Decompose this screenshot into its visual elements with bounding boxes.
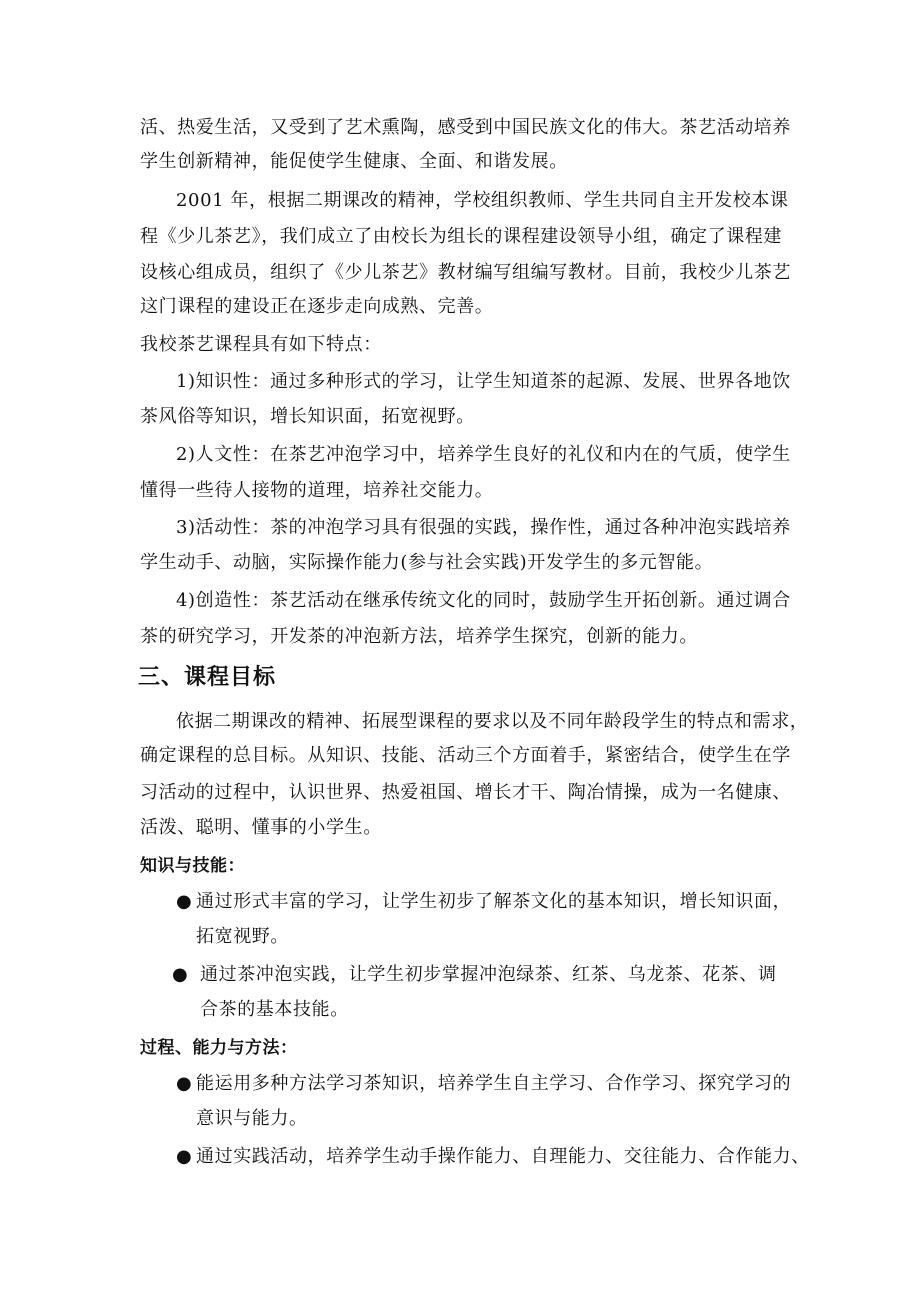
text-line: 能运用多种方法学习茶知识，培养学生自主学习、合作学习、探究学习的 [196, 1073, 792, 1094]
text-line: 活、热爱生活，又受到了艺术熏陶，感受到中国民族文化的伟大。茶艺活动培养 [140, 117, 791, 138]
features-intro: 我校茶艺课程具有如下特点： [140, 334, 382, 355]
text-line: 茶风俗等知识，增长知识面，拓宽视野。 [140, 406, 475, 427]
text-line: 程《少儿茶艺》，我们成立了由校长为组长的课程建设领导小组，确定了课程建 [140, 226, 782, 247]
text-line: 2001 年，根据二期课改的精神，学校组织教师、学生共同自主开发校本课 [176, 190, 789, 211]
text-line: 通过形式丰富的学习，让学生初步了解茶文化的基本知识，增长知识面， [196, 891, 792, 912]
text-line: 习活动的过程中，认识世界、热爱祖国、增长才干、陶冶情操，成为一名健康、 [140, 782, 791, 803]
text-line: 活泼、聪明、懂事的小学生。 [140, 817, 382, 838]
text-line: 这门课程的建设正在逐步走向成熟、完善。 [140, 296, 494, 317]
text-line: 设核心组成员，组织了《少儿茶艺》教材编写组编写教材。目前，我校少儿茶艺 [140, 262, 791, 283]
text-line: 拓宽视野。 [196, 926, 289, 947]
text-line: 合茶的基本技能。 [200, 999, 349, 1020]
text-line: 2)人文性：在茶艺冲泡学习中，培养学生良好的礼仪和内在的气质，使学生 [176, 444, 791, 465]
text-line: 学生动手、动脑，实际操作能力(参与社会实践)开发学生的多元智能。 [140, 552, 714, 573]
bullet-icon: ● [176, 1073, 192, 1094]
text-line: 懂得一些待人接物的道理，培养社交能力。 [140, 480, 494, 501]
text-line: 确定课程的总目标。从知识、技能、活动三个方面着手，紧密结合，使学生在学 [140, 745, 791, 766]
bullet-icon: ● [176, 891, 192, 912]
subsection-title: 过程、能力与方法： [140, 1038, 298, 1058]
text-line: 依据二期课改的精神、拓展型课程的要求以及不同年龄段学生的特点和需求， [176, 711, 809, 732]
bullet-icon: ● [176, 1146, 192, 1167]
text-line: 4)创造性：茶艺活动在继承传统文化的同时，鼓励学生开拓创新。通过调合 [176, 590, 791, 611]
text-line: 通过茶冲泡实践，让学生初步掌握冲泡绿茶、红茶、乌龙茶、花茶、调 [200, 964, 777, 985]
bullet-icon: ● [172, 964, 188, 985]
subsection-title: 知识与技能： [140, 856, 245, 876]
text-line: 1)知识性：通过多种形式的学习，让学生知道茶的起源、发展、世界各地饮 [176, 371, 791, 392]
section-heading: 三、课程目标 [138, 665, 277, 690]
text-line: 3)活动性：茶的冲泡学习具有很强的实践，操作性，通过各种冲泡实践培养 [176, 517, 791, 538]
text-line: 通过实践活动，培养学生动手操作能力、自理能力、交往能力、合作能力、 [196, 1146, 810, 1167]
text-line: 学生创新精神，能促使学生健康、全面、和谐发展。 [140, 151, 568, 172]
text-line: 意识与能力。 [196, 1108, 308, 1129]
text-line: 茶的研究学习，开发茶的冲泡新方法，培养学生探究，创新的能力。 [140, 626, 698, 647]
